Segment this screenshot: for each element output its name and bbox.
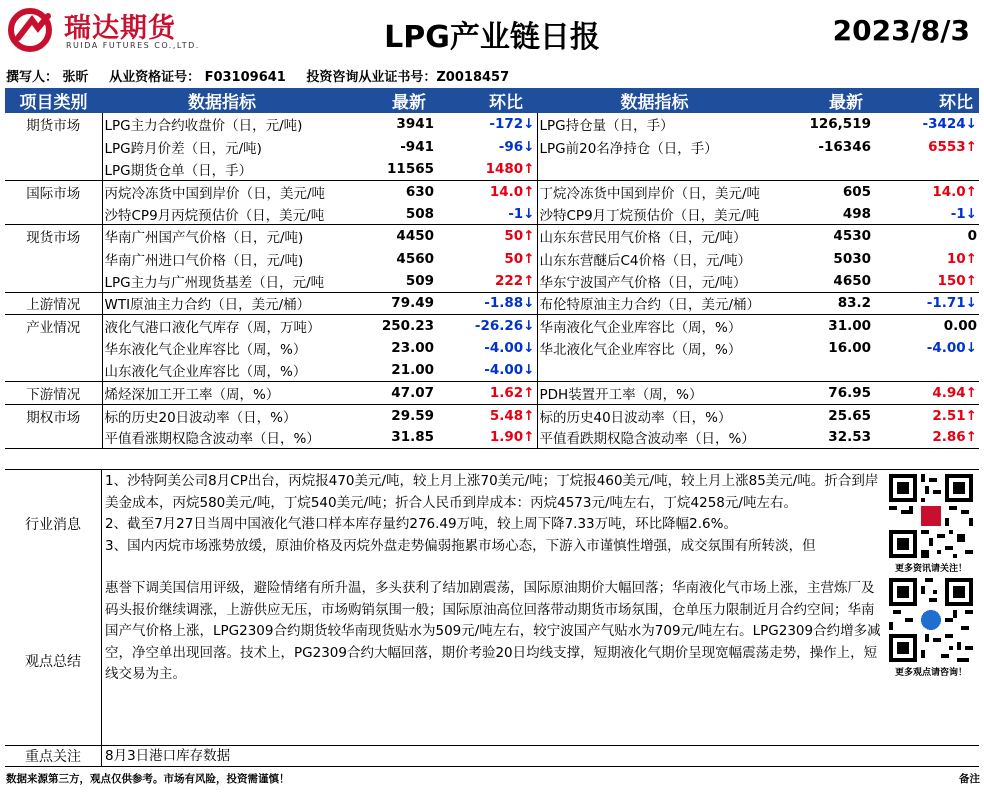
indicator-name-cell: LPG主力与广州现货基差（日，元/吨 [102, 270, 342, 292]
indicator-name-cell: 烯烃深加工开工率（周，%） [102, 382, 342, 404]
change-cell: 150↑ [879, 270, 979, 292]
latest-value-cell: 5030 [833, 250, 871, 267]
category-cell: 期货市场 [5, 113, 102, 135]
latest-value-cell: 498 [772, 203, 879, 225]
table-row [5, 404, 979, 426]
indicator-name-cell: PDH装置开工率（周，%） [537, 382, 772, 404]
latest-value-cell [772, 359, 879, 381]
table-row [5, 337, 979, 359]
indicator-name-cell: LPG前20名净持仓（日，手） [537, 135, 772, 157]
table-row [5, 292, 979, 314]
table-row [5, 247, 979, 269]
indicator-name-cell: 平值看跌期权隐含波动率（日，%） [537, 426, 772, 448]
latest-value-cell: 79.49 [342, 292, 442, 314]
latest-value-cell: -941 [400, 138, 434, 155]
latest-value-cell: 31.00 [828, 317, 871, 334]
change-cell: 10↑ [946, 250, 977, 267]
change-cell: 2.86↑ [879, 426, 979, 448]
latest-value-cell: 4650 [772, 270, 879, 292]
latest-value-cell: 4560 [396, 250, 434, 267]
category-cell [5, 247, 102, 269]
col-header: 数据指标 [102, 88, 342, 113]
latest-value-cell: 16.00 [828, 340, 871, 357]
table-row [5, 113, 979, 135]
category-cell [5, 426, 102, 448]
indicator-name-cell: 山东东营醚后C4价格（日，元/吨） [537, 247, 772, 269]
change-cell: -26.26↓ [474, 317, 535, 334]
table-row [5, 382, 979, 404]
change-cell: -3424↓ [922, 116, 977, 133]
views-text: 惠誉下调美国信用评级，避险情绪有所升温，多头获利了结加剧震荡，国际原油期价大幅回落；华南液化气市场上涨，主营炼厂及码头报价继续调涨，上游供应无压，市场购销氛围一般；国际原油高位回落带动期货市场氛围，仓单压力限制近月合约空间；华南国产气价格上涨，LPG2309合约期货较华南现货贴水为509元/吨左右，较宁波国产气贴水为709元/吨左右。LPG2309合约增多减空，净空单出现回落。技术上，PG2309合约大幅回落，期价考验20日均线支撑，短期液化气期价呈现宽幅震荡走势，操作上，短线交易为主。 [105, 580, 881, 682]
latest-value-cell: 605 [842, 183, 871, 200]
latest-value-cell: 21.00 [342, 359, 442, 381]
table-row [5, 180, 979, 202]
focus-text: 8月3日港口库存数据 [105, 748, 231, 764]
footer-disclaimer: 数据来源第三方，观点仅供参考。市场有风险，投资需谨慎！ [6, 773, 290, 785]
col-header: 环比 [442, 88, 537, 113]
indicator-name-cell: 山东东营民用气价格（日，元/吨） [537, 225, 772, 247]
focus-label: 重点关注 [5, 746, 102, 766]
table-row [5, 270, 979, 292]
qr-code-icon [889, 578, 973, 662]
change-cell: -4.00↓ [926, 340, 977, 357]
author-license: 从业资格证号： F03109641 [109, 70, 286, 85]
change-cell: 14.0↑ [489, 183, 535, 200]
category-cell: 下游情况 [5, 382, 102, 404]
indicator-name-cell: LPG主力合约收盘价（日，元/吨) [104, 118, 303, 135]
change-cell: 222↑ [442, 270, 537, 292]
latest-value-cell: 76.95 [772, 382, 879, 404]
latest-value-cell: 11565 [342, 158, 442, 180]
latest-value-cell: 508 [342, 203, 442, 225]
table-row [5, 135, 979, 157]
change-cell: -1↓ [879, 203, 979, 225]
table-row [5, 315, 979, 337]
indicator-name-cell: 沙特CP9月丙烷预估价（日，美元/吨 [102, 203, 342, 225]
indicator-name-cell: 标的历史20日波动率（日，%） [104, 409, 297, 426]
indicator-name-cell: LPG期货仓单（日，手） [102, 158, 342, 180]
col-header: 最新 [772, 88, 879, 113]
latest-value-cell: 47.07 [342, 382, 442, 404]
indicator-name-cell: LPG跨月价差（日，元/吨) [104, 140, 262, 157]
category-cell: 上游情况 [5, 292, 102, 314]
indicator-name-cell: 山东液化气企业库容比（周，%） [102, 359, 342, 381]
author-writer: 撰写人： 张昕 [6, 70, 89, 85]
change-cell [879, 158, 979, 180]
latest-value-cell: 630 [405, 183, 434, 200]
indicator-name-cell: 布伦特原油主力合约（日，美元/桶） [537, 292, 772, 314]
latest-value-cell: 4530 [833, 228, 871, 245]
change-cell: 6553↑ [928, 138, 977, 155]
change-cell: 4.94↑ [879, 382, 979, 404]
logo-text: 瑞达期货 [64, 13, 176, 44]
table-header-row [5, 88, 979, 113]
industry-news-block [5, 470, 979, 577]
qr-code-area [883, 470, 979, 745]
focus-block [5, 745, 979, 767]
indicator-name-cell [537, 359, 772, 381]
latest-value-cell: 509 [342, 270, 442, 292]
category-cell [5, 203, 102, 225]
latest-value-cell: 3941 [396, 116, 434, 133]
col-header: 项目类别 [5, 88, 102, 113]
commentary-section [5, 469, 979, 767]
change-cell: 0 [967, 228, 977, 245]
change-cell: 50↑ [504, 228, 535, 245]
indicator-name-cell: 液化气港口液化气库存（周，万吨） [104, 319, 321, 336]
report-header [0, 0, 984, 64]
table-row [5, 359, 979, 381]
latest-value-cell: 83.2 [772, 292, 879, 314]
report-date: 2023/8/3 [832, 14, 970, 47]
category-cell [5, 337, 102, 359]
indicator-name-cell: 华东宁波国产气价格（日，元/吨） [537, 270, 772, 292]
indicator-name-cell: 华南液化气企业库容比（周，%） [537, 315, 772, 337]
category-cell: 期权市场 [5, 404, 102, 426]
indicator-name-cell: 华南广州进口气价格（日，元/吨) [104, 252, 304, 269]
category-cell [5, 158, 102, 180]
col-header: 最新 [342, 88, 442, 113]
category-cell [5, 135, 102, 157]
change-cell: 1.90↑ [442, 426, 537, 448]
latest-value-cell: 31.85 [342, 426, 442, 448]
change-cell [879, 359, 979, 381]
change-cell: 50↑ [504, 250, 535, 267]
views-label: 观点总结 [5, 577, 102, 745]
latest-value-cell [772, 158, 879, 180]
page-title: LPG产业链日报 [384, 20, 600, 55]
indicator-name-cell [537, 158, 772, 180]
latest-value-cell: -16346 [818, 138, 871, 155]
indicator-name-cell: 丙烷冷冻货中国到岸价（日，美元/吨 [104, 185, 326, 202]
footer-note: 备注 [959, 773, 980, 785]
change-cell: -1.88↓ [442, 292, 537, 314]
category-cell [5, 270, 102, 292]
indicator-name-cell: 沙特CP9月丁烷预估价（日，美元/吨 [537, 203, 772, 225]
indicator-name-cell: WTI原油主力合约（日，美元/桶） [102, 292, 342, 314]
indicator-name-cell: LPG持仓量（日，手） [537, 113, 772, 135]
indicator-name-cell: 平值看涨期权隐含波动率（日，%） [102, 426, 342, 448]
logo-subtext: RUIDA FUTURES CO.,LTD. [66, 41, 200, 50]
category-cell [5, 359, 102, 381]
qr-caption-2: 更多观点请咨询！ [894, 668, 967, 678]
industry-news-label: 行业消息 [5, 470, 102, 577]
change-cell: 0.00 [943, 317, 977, 334]
table-row [5, 426, 979, 448]
col-header: 环比 [879, 88, 979, 113]
change-cell: 5.48↑ [489, 407, 535, 424]
table-row [5, 158, 979, 180]
qr-caption-1: 更多资讯请关注！ [894, 564, 967, 574]
change-cell: -4.00↓ [442, 359, 537, 381]
latest-value-cell: 29.59 [391, 407, 434, 424]
table-row [5, 203, 979, 225]
indicator-name-cell: 丁烷冷冻货中国到岸价（日，美元/吨 [537, 180, 772, 202]
category-cell: 国际市场 [5, 180, 102, 202]
indicator-name-cell: 华南广州国产气价格（日，元/吨) [104, 230, 304, 247]
table-row [5, 225, 979, 247]
qr-code-icon [889, 474, 973, 558]
change-cell: -1.71↓ [879, 292, 979, 314]
latest-value-cell: 250.23 [381, 317, 434, 334]
change-cell: 1480↑ [442, 158, 537, 180]
views-block [5, 577, 979, 745]
latest-value-cell: 25.65 [828, 407, 871, 424]
category-cell: 产业情况 [5, 315, 102, 337]
latest-value-cell: 23.00 [391, 340, 434, 357]
change-cell: -4.00↓ [484, 340, 535, 357]
author-advisor: 投资咨询从业证书号：Z0018457 [306, 70, 510, 85]
latest-value-cell: 126,519 [809, 116, 871, 133]
change-cell: -172↓ [489, 116, 535, 133]
indicator-name-cell: 标的历史40日波动率（日，%） [537, 404, 772, 426]
change-cell: 2.51↑ [932, 407, 977, 424]
latest-value-cell: 4450 [396, 228, 434, 245]
change-cell: -96↓ [498, 138, 535, 155]
latest-value-cell: 32.53 [772, 426, 879, 448]
col-header: 数据指标 [537, 88, 772, 113]
indicator-name-cell: 华东液化气企业库容比（周，%） [104, 342, 307, 359]
indicator-name-cell: 华北液化气企业库容比（周，%） [537, 337, 772, 359]
industry-news-text: 1、沙特阿美公司8月CP出台，丙烷报470美元/吨，较上月上涨70美元/吨；丁烷报460美元/吨，较上月上涨85美元/吨。折合到岸美金成本，丙烷580美元/吨，丁烷540美元/吨；折合人民币到岸成本：丙烷4573元/吨左右，丁烷4258元/吨左右。 2、截至7月27日当周中国液化气港口样本库存量约276.49万吨，较上周下降7.33万吨，环比降幅2.6%。 3、国内丙烷市场涨势放缓，原油价格及丙烷外盘走势偏弱拖累市场心态，下游入市谨慎性增强，成交氛围有所转淡，但 [105, 473, 879, 554]
author-line [6, 66, 525, 85]
category-cell: 现货市场 [5, 225, 102, 247]
change-cell: -1↓ [442, 203, 537, 225]
change-cell: 14.0↑ [932, 183, 977, 200]
change-cell: 1.62↑ [442, 382, 537, 404]
data-table [5, 88, 979, 449]
